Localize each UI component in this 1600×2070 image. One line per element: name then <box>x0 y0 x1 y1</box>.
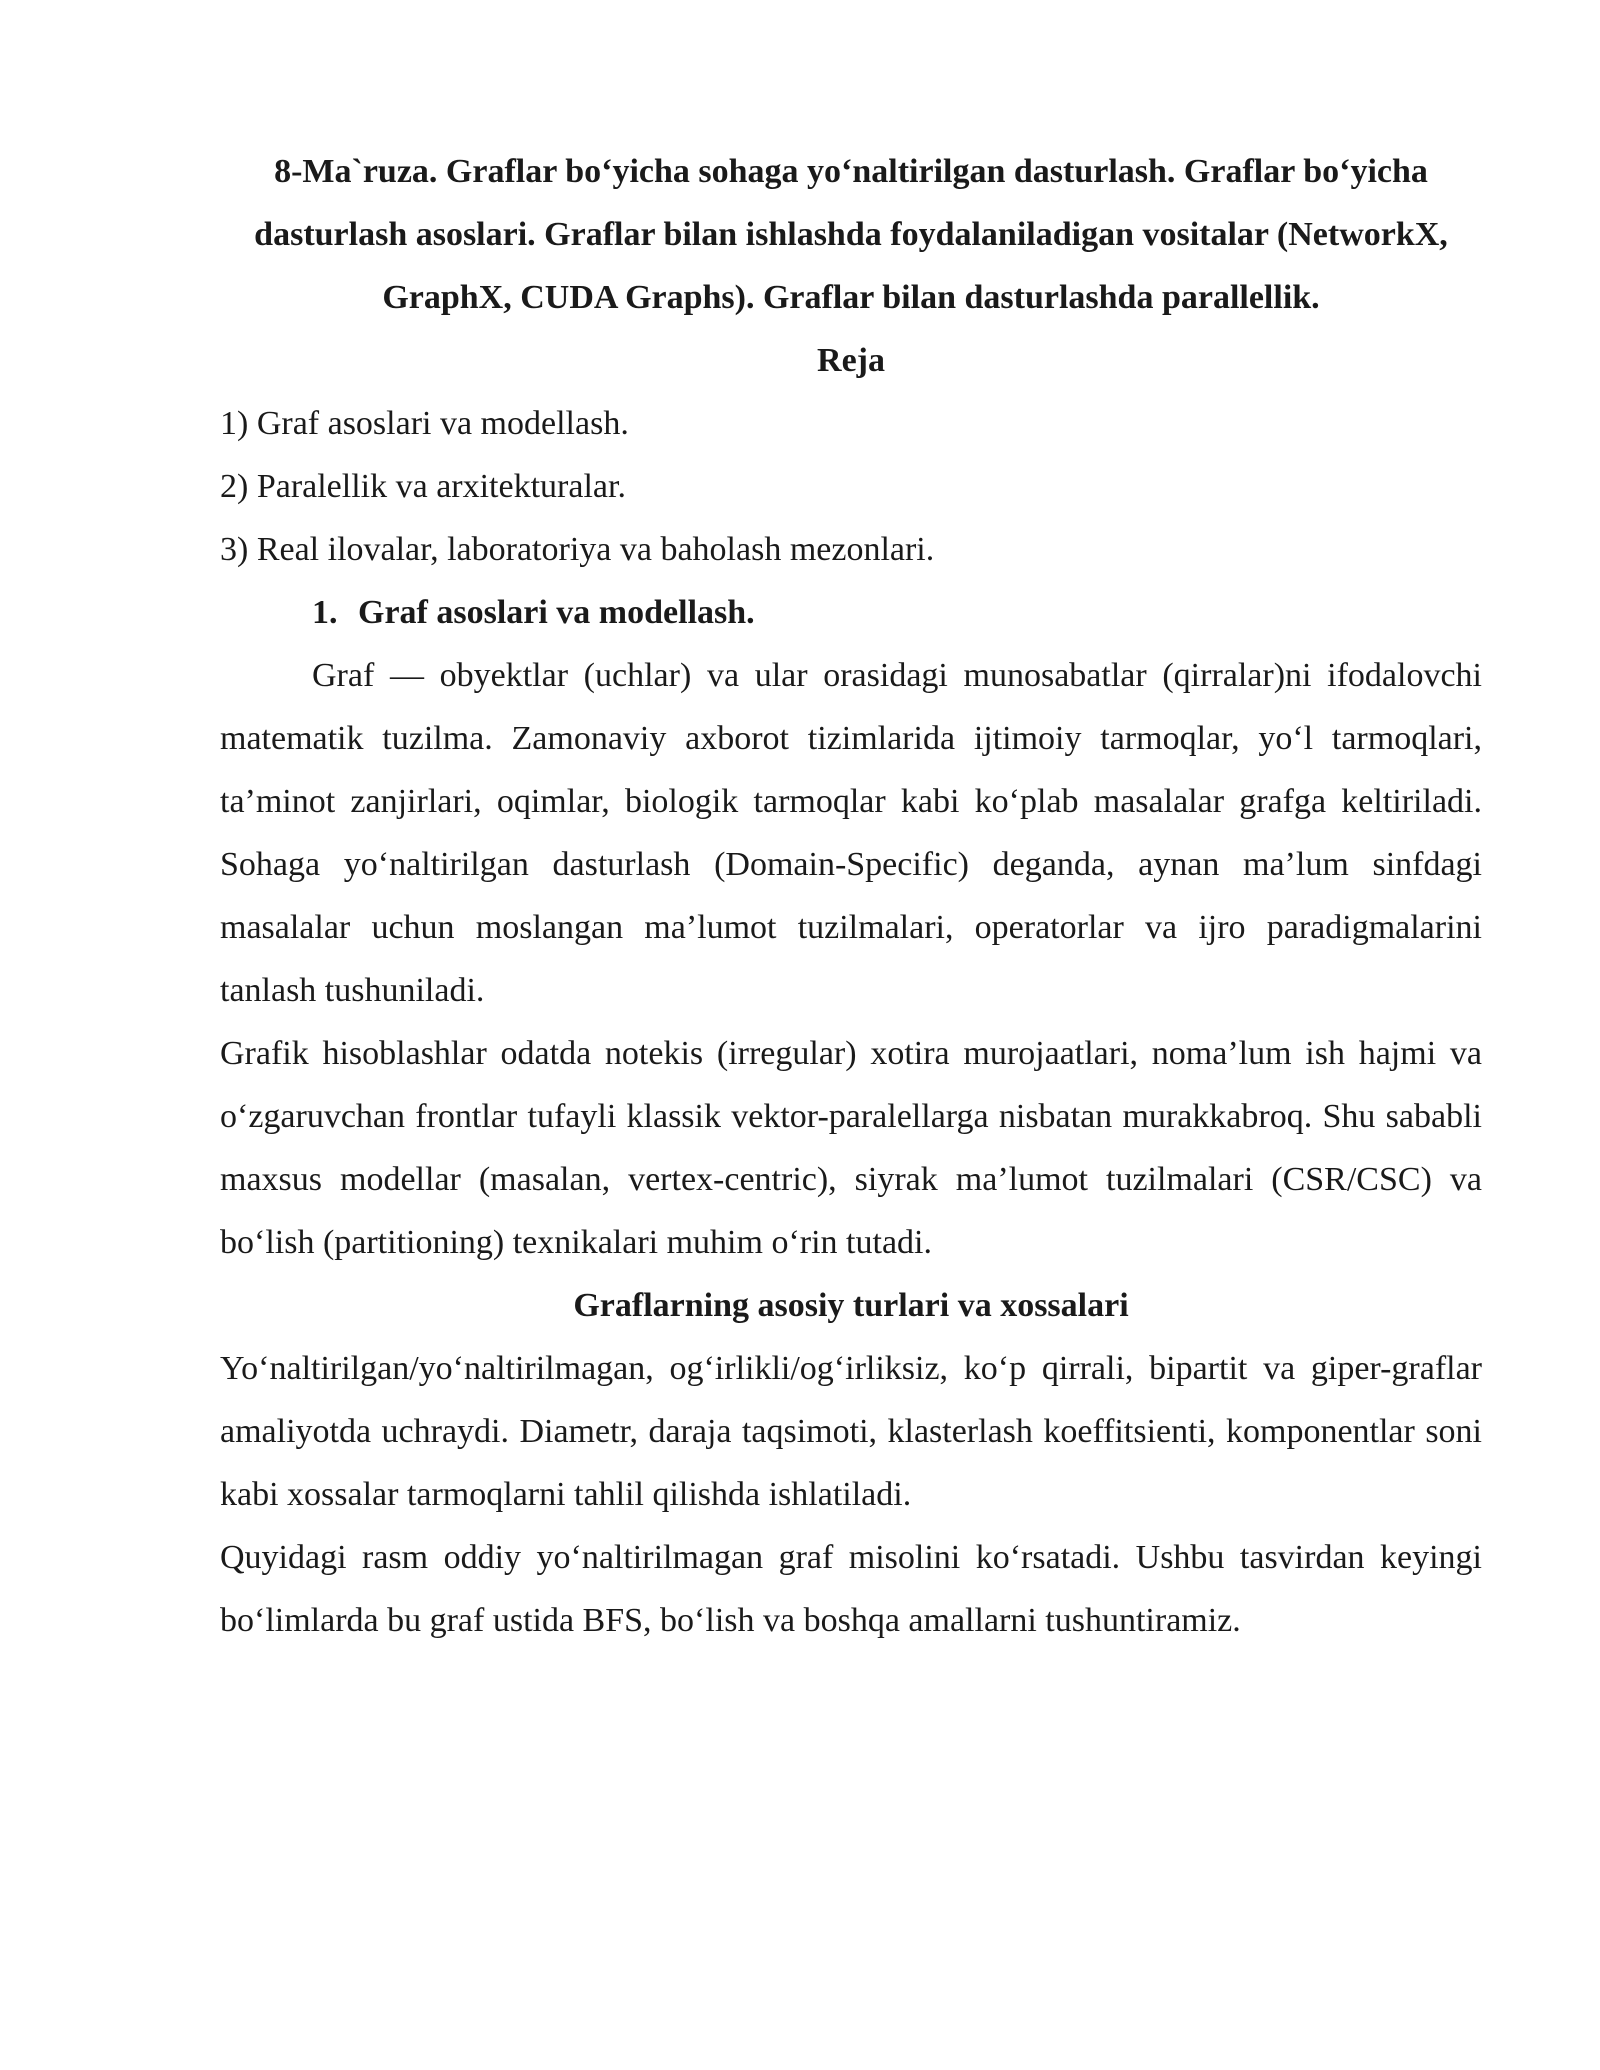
plan-heading: Reja <box>817 342 885 379</box>
paragraph: Quyidagi rasm oddiy yo‘naltirilmagan graf misolini ko‘rsatadi. Ushbu tasvirdan keyingi bo‘limlarda bu graf ustida BFS, bo‘lish va boshqa amallarni tushuntiramiz. <box>220 1539 1482 1639</box>
paragraph: Yo‘naltirilgan/yo‘naltirilmagan, og‘irlikli/og‘irliksiz, ko‘p qirrali, bipartit va giper-graflar amaliyotda uchraydi. Diametr, daraja taqsimoti, klasterlash koeffitsienti, komponentlar soni kabi xossalar tarmoqlarni tahlil qilishda ishlatiladi. <box>220 1350 1482 1513</box>
plan-item: 3) Real ilovalar, laboratoriya va baholash mezonlari. <box>220 531 935 568</box>
section-heading <box>220 581 1482 644</box>
document-page <box>220 140 1482 1652</box>
section-number: 1. <box>312 594 338 631</box>
paragraph: Graf — obyektlar (uchlar) va ular orasidagi munosabatlar (qirralar)ni ifodalovchi matematik tuzilma. Zamonaviy axborot tizimlarida ijtimoiy tarmoqlar, yo‘l tarmoqlari, ta’minot zanjirlari, oqimlar, biologik tarmoqlar kabi ko‘plab masalalar grafga keltiriladi. Sohaga yo‘naltirilgan dasturlash (Domain-Specific) deganda, aynan ma’lum sinfdagi masalalar uchun moslangan ma’lumot tuzilmalari, operatorlar va ijro paradigmalarini tanlash tushuniladi. <box>220 657 1482 1009</box>
plan-item: 2) Paralellik va arxitekturalar. <box>220 468 626 505</box>
subheading: Graflarning asosiy turlari va xossalari <box>573 1287 1129 1324</box>
paragraph: Grafik hisoblashlar odatda notekis (irregular) xotira murojaatlari, noma’lum ish hajmi va o‘zgaruvchan frontlar tufayli klassik vektor-paralellarga nisbatan murakkabroq. Shu sababli maxsus modellar (masalan, vertex-centric), siyrak ma’lumot tuzilmalari (CSR/CSC) va bo‘lish (partitioning) texnikalari muhim o‘rin tutadi. <box>220 1035 1482 1261</box>
lecture-title: 8-Ma`ruza. Graflar bo‘yicha sohaga yo‘naltirilgan dasturlash. Graflar bo‘yicha dasturlash asoslari. Graflar bilan ishlashda foydalaniladigan vositalar (NetworkX, GraphX, CUDA Graphs). Graflar bilan dasturlashda parallellik. <box>254 153 1448 316</box>
section-title: Graf asoslari va modellash. <box>358 594 755 631</box>
plan-item: 1) Graf asoslari va modellash. <box>220 405 629 442</box>
